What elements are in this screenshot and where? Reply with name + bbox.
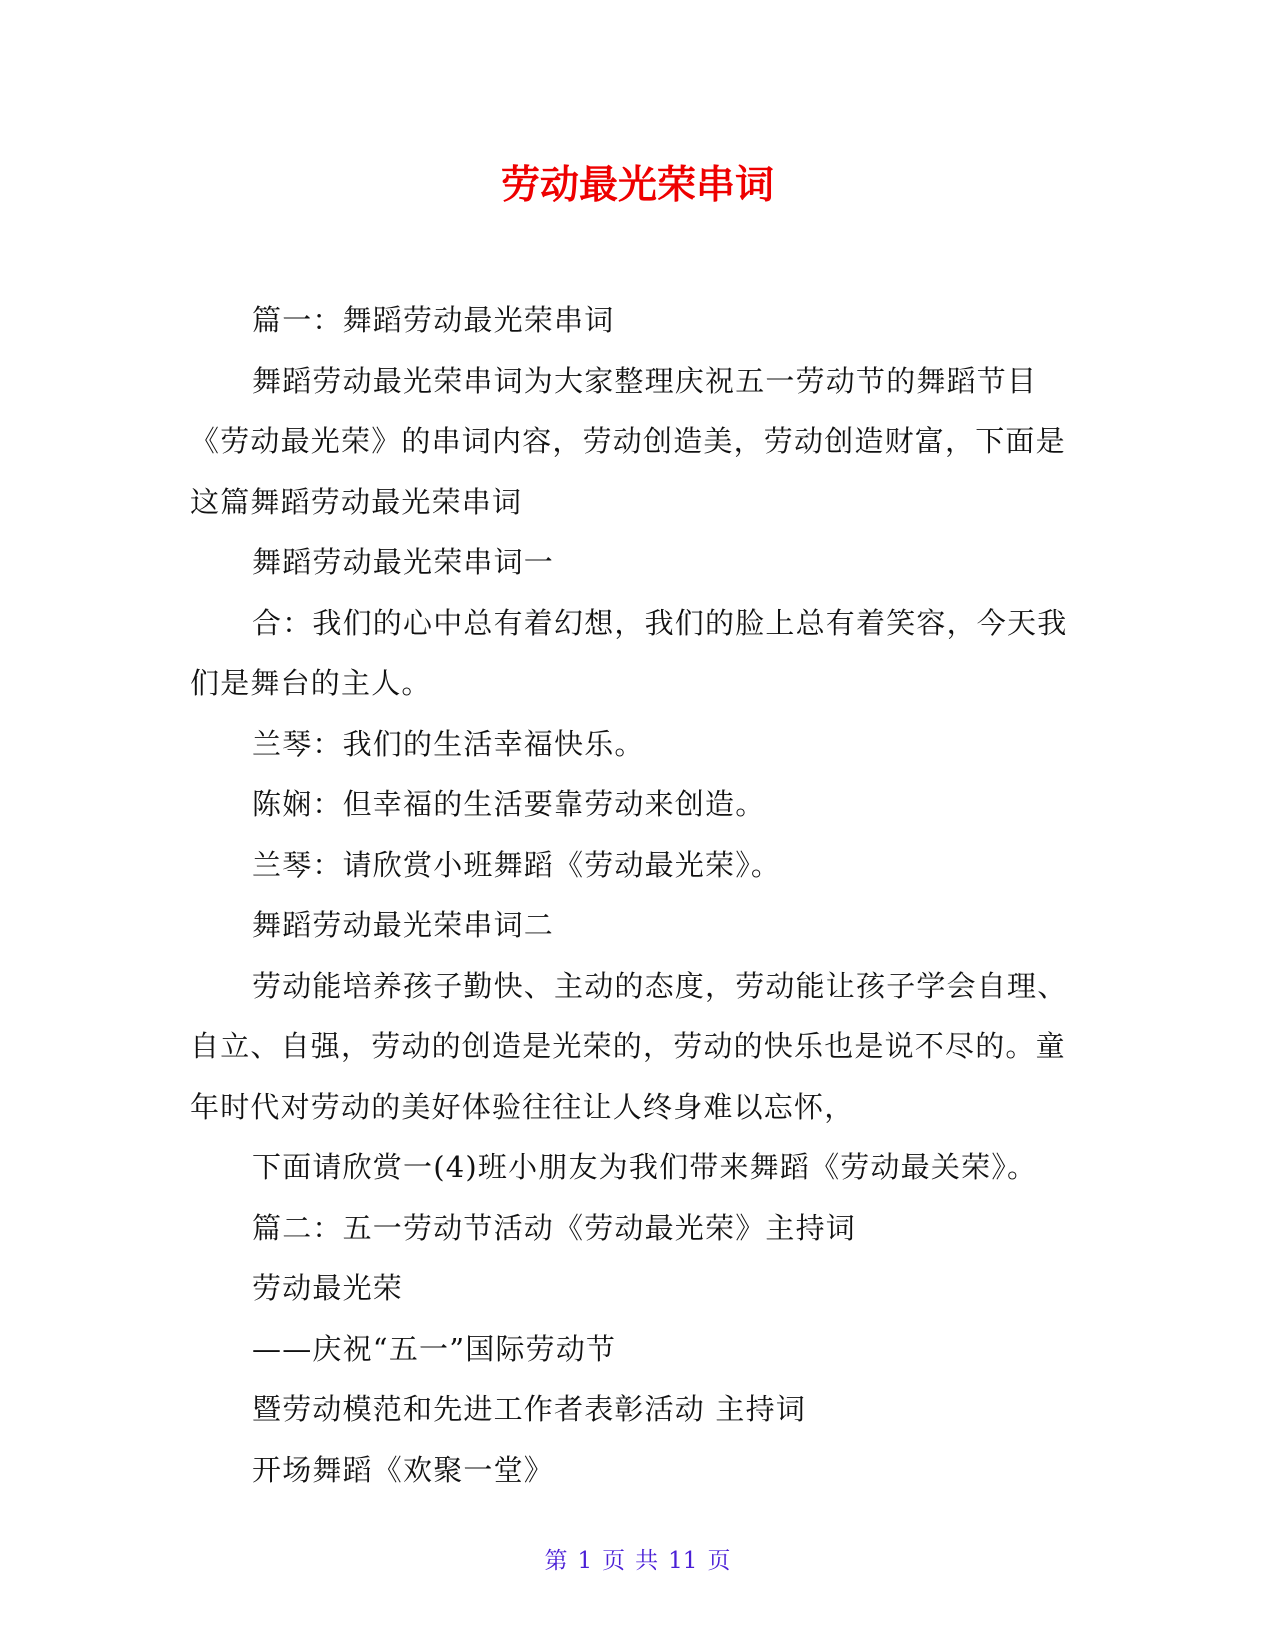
paragraph: 舞蹈劳动最光荣串词二: [252, 908, 555, 942]
document-body: [190, 290, 1070, 1500]
paragraph: 下面请欣赏一(4)班小朋友为我们带来舞蹈《劳动最关荣》。: [252, 1150, 1038, 1184]
paragraph: 合：我们的心中总有着幻想，我们的脸上总有着笑容，今天我们是舞台的主人。: [190, 605, 1068, 700]
footer-current-page: 1: [577, 1548, 593, 1574]
paragraph: 劳动能培养孩子勤快、主动的态度，劳动能让孩子学会自理、自立、自强，劳动的创造是光荣的，劳动的快乐也是说不尽的。童年时代对劳动的美好体验往往让人终身难以忘怀，: [190, 968, 1068, 1124]
paragraph: ——庆祝“五一”国际劳动节: [252, 1331, 617, 1366]
footer-label-prefix: 第: [544, 1548, 568, 1574]
paragraph: 篇一：舞蹈劳动最光荣串词: [252, 303, 615, 337]
paragraph: 陈娴：但幸福的生活要靠劳动来创造。: [252, 787, 766, 821]
document-title: 劳动最光荣串词: [500, 163, 774, 208]
footer-label-page: 页: [602, 1548, 626, 1574]
page-footer: [0, 1546, 1275, 1576]
paragraph: 劳动最光荣: [252, 1271, 404, 1305]
paragraph: 开场舞蹈《欢聚一堂》: [252, 1452, 555, 1487]
paragraph: 暨劳动模范和先进工作者表彰活动 主持词: [252, 1392, 807, 1426]
paragraph: 舞蹈劳动最光荣串词一: [252, 545, 555, 579]
footer-total-pages: 11: [668, 1548, 698, 1574]
paragraph: 兰琴：请欣赏小班舞蹈《劳动最光荣》。: [252, 847, 782, 882]
footer-label-total: 共: [635, 1548, 659, 1574]
footer-label-page-end: 页: [707, 1548, 731, 1574]
paragraph: 舞蹈劳动最光荣串词为大家整理庆祝五一劳动节的舞蹈节目《劳动最光荣》的串词内容，劳动创造美，劳动创造财富，下面是这篇舞蹈劳动最光荣串词: [190, 363, 1066, 519]
paragraph: 篇二：五一劳动节活动《劳动最光荣》主持词: [252, 1210, 857, 1245]
paragraph: 兰琴：我们的生活幸福快乐。: [252, 726, 645, 761]
